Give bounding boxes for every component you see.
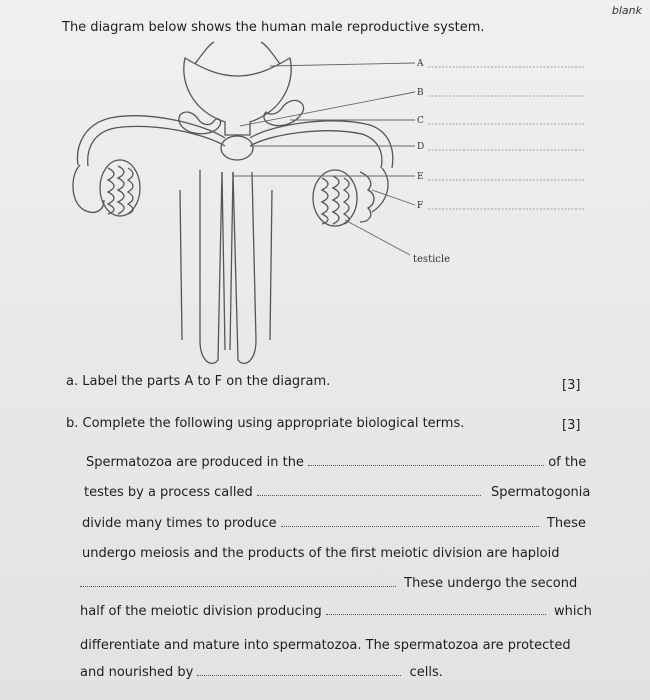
reproductive-system-diagram [0, 40, 650, 380]
leader-line-testicle [345, 220, 410, 255]
label-b: B [417, 88, 424, 98]
label-c: C [417, 116, 424, 126]
answer-blank-5[interactable] [326, 604, 546, 615]
question-a-marks: [3] [562, 378, 581, 393]
paragraph-line-1: Spermatozoa are produced in the of the [86, 455, 587, 470]
answer-blank-4[interactable] [80, 576, 396, 587]
answer-blank-1[interactable] [308, 455, 544, 466]
question-b-marks: [3] [562, 418, 581, 433]
paragraph-line-7: differentiate and mature into spermatozoa. The spermatozoa are protected [80, 638, 571, 653]
left-ureter [195, 42, 214, 64]
paragraph-line-3: divide many times to produce These [82, 516, 586, 531]
question-a: a. Label the parts A to F on the diagram. [66, 374, 331, 389]
answer-blank-6[interactable] [197, 665, 401, 676]
right-epididymis [360, 172, 374, 222]
corner-note: blank [611, 4, 642, 17]
urethra-outline [200, 170, 222, 363]
label-testicle: testicle [413, 254, 451, 265]
label-f: F [417, 201, 424, 211]
leader-line-f [372, 190, 415, 205]
answer-blank-3[interactable] [281, 516, 539, 527]
leader-line-a [270, 63, 415, 66]
label-a: A [417, 59, 424, 69]
prostate-gland [221, 136, 253, 160]
diagram-heading: The diagram below shows the human male reproductive system. [62, 20, 485, 35]
answer-blank-2[interactable] [257, 485, 481, 496]
right-testis [313, 170, 357, 226]
right-sperm-duct [250, 121, 393, 168]
bladder-outline [184, 58, 291, 135]
paragraph-line-2: testes by a process called Spermatogonia [84, 485, 591, 500]
left-testis [100, 160, 140, 216]
paragraph-line-5: These undergo the second [80, 576, 577, 591]
right-seminal-vesicle [264, 100, 304, 125]
question-b: b. Complete the following using appropriate biological terms. [66, 416, 465, 431]
paragraph-line-6: half of the meiotic division producing which [80, 604, 592, 619]
paragraph-line-4: undergo meiosis and the products of the first meiotic division are haploid [82, 546, 560, 561]
label-e: E [417, 172, 424, 182]
right-ureter [261, 42, 280, 64]
label-d: D [417, 142, 425, 152]
paragraph-line-8: and nourished by cells. [80, 665, 443, 680]
